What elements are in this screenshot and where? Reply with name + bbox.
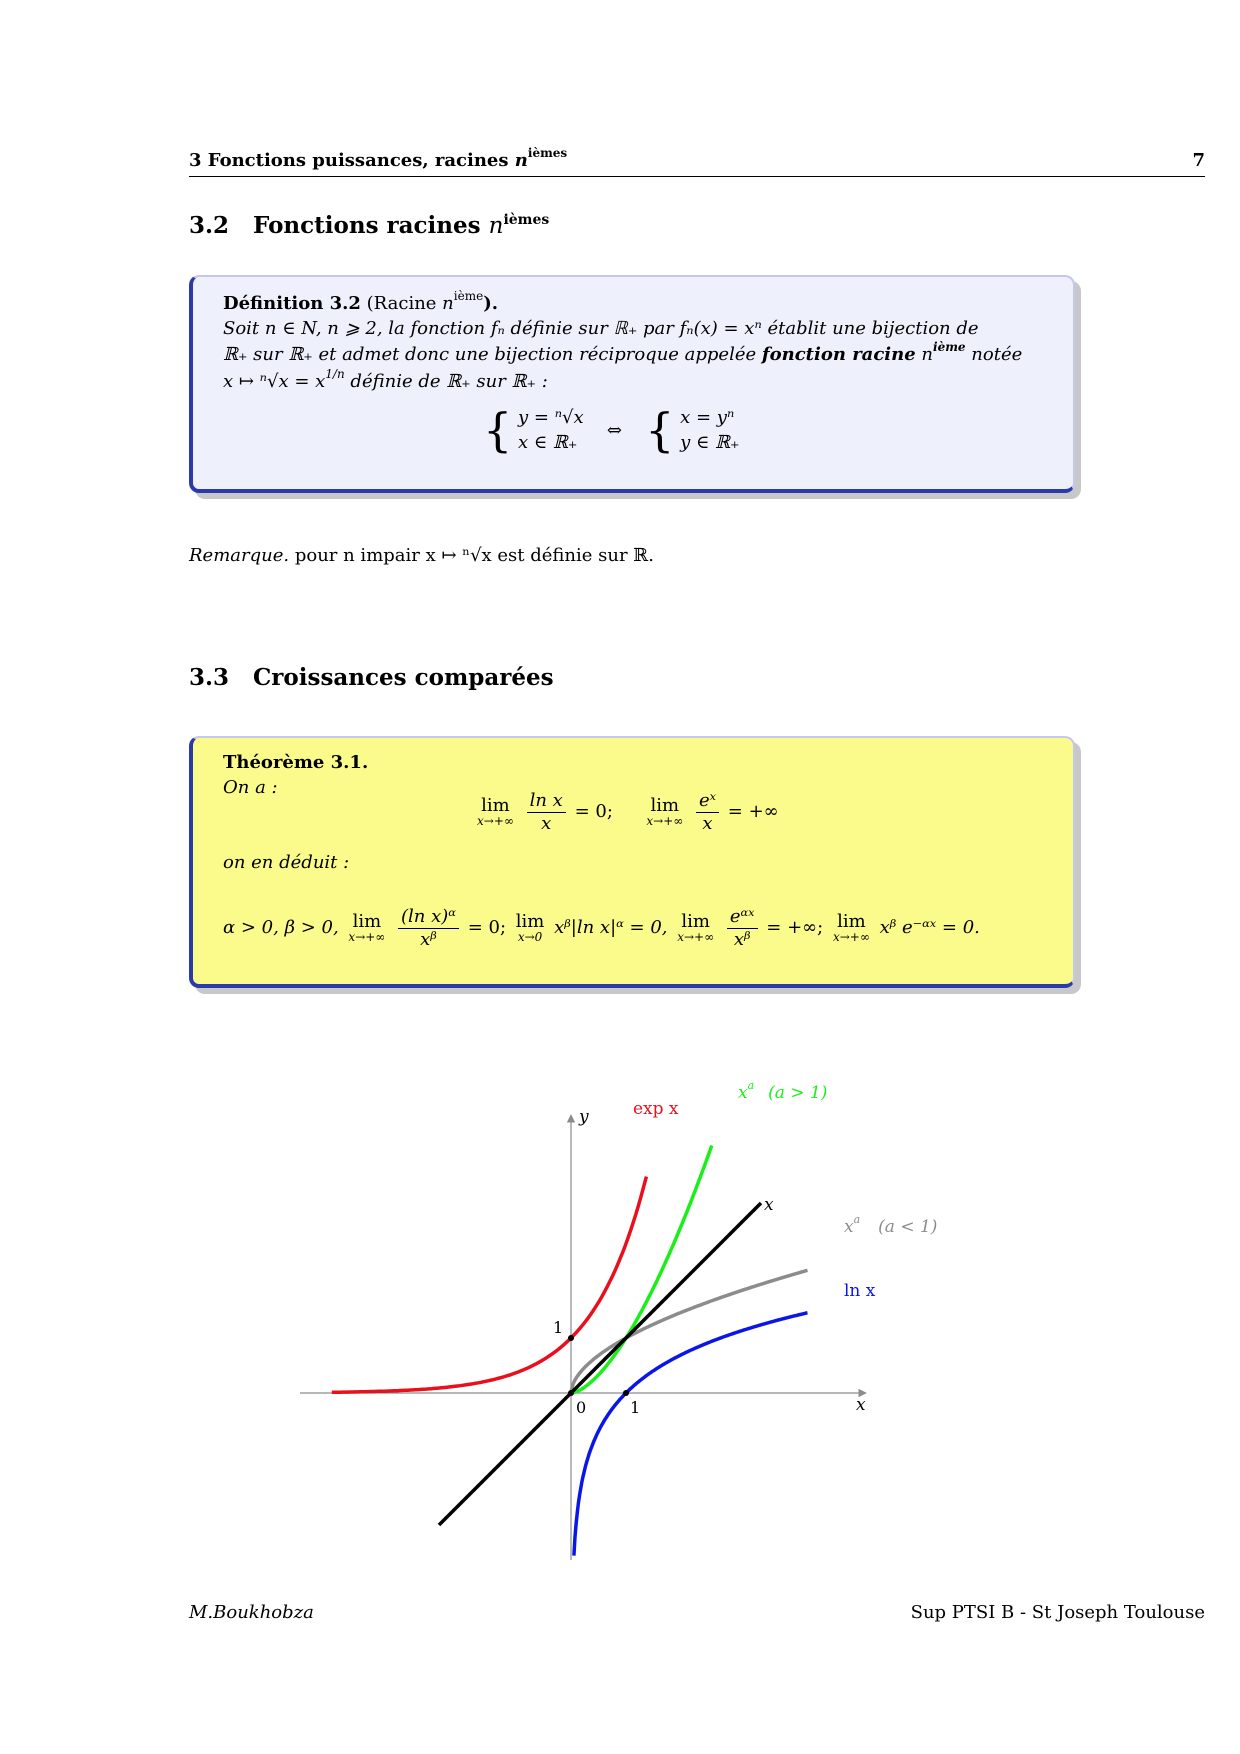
origin-label: 0 <box>576 1398 587 1417</box>
fraction-exp-alpha: $\frac{\text{eᵅˣ}}{\text{xᵝ}}$ <box>727 906 758 950</box>
section-number: 3.3 <box>189 664 230 691</box>
curve-identity <box>439 1203 761 1525</box>
definition-line-2-bold: fonction racine <box>761 344 916 365</box>
definition-paren-open: (Racine <box>366 293 443 314</box>
point-ln-at-1 <box>623 1390 629 1396</box>
label-exp: exp x <box>633 1099 679 1119</box>
deduced-4-expr: xᵝ e⁻ᵅˣ = 0. <box>879 917 980 939</box>
deduced-1-rhs: = 0; <box>467 917 507 939</box>
tick-label-x-1: 1 <box>630 1398 641 1417</box>
limit-operator: lim x→+∞ <box>646 794 684 829</box>
point-exp-at-0 <box>568 1335 574 1341</box>
theorem-on-a: On a : <box>223 777 278 798</box>
right-brace: { <box>645 403 675 458</box>
limit-operator: lim x→+∞ <box>477 794 514 829</box>
label-power-a-gt-1: $x^a$ (a > 1) <box>738 1079 828 1103</box>
left-system-line-1: y = ⁿ√x <box>518 407 584 428</box>
section-title-var: n <box>488 213 504 239</box>
running-title: 3 Fonctions puissances, racines <box>189 150 509 171</box>
deduced-3-rhs: = +∞; <box>766 917 824 939</box>
section-title: Fonctions racines <box>253 212 481 239</box>
limit-operator: lim x→+∞ <box>677 910 715 945</box>
definition-line-3-exp: 1/n <box>325 367 345 381</box>
point-origin <box>568 1390 574 1396</box>
left-brace: { <box>483 403 513 458</box>
curve-power-a-gt-1 <box>571 1146 712 1394</box>
deduced-2-expr: xᵝ|ln x|ᵅ = 0, <box>554 917 668 939</box>
fraction-ln-alpha: $\frac{\text{(ln x)ᵅ}}{\text{xᵝ}}$ <box>398 906 459 950</box>
theorem-deduit: on en déduit : <box>223 852 350 873</box>
label-power-a-lt-1: $x^a$ (a < 1) <box>844 1213 938 1237</box>
y-axis-label: y <box>579 1107 589 1127</box>
running-title-sup: ièmes <box>527 146 568 160</box>
fraction-exp-over-x: $\frac{\text{eˣ}}{x}$ <box>696 790 719 834</box>
theorem-condition: α > 0, β > 0, <box>223 917 339 939</box>
definition-paren-close: ). <box>483 293 498 314</box>
definition-line-2-var: n <box>921 344 934 365</box>
tick-label-y-1: 1 <box>553 1318 564 1337</box>
curve-exp <box>332 1177 647 1393</box>
definition-paren-sup: ième <box>453 289 484 303</box>
running-title-var: n <box>514 150 528 171</box>
theorem-label: Théorème 3.1. <box>223 752 369 773</box>
remark-label: Remarque. <box>189 545 290 566</box>
section-title: Croissances comparées <box>253 664 554 691</box>
section-number: 3.2 <box>189 212 230 239</box>
limit-operator: lim x→0 <box>515 910 545 945</box>
definition-line-1: Soit n ∈ N, n ⩾ 2, la fonction fₙ définie sur ℝ₊ par fₙ(x) = xⁿ établit une bijection de <box>223 318 979 339</box>
footer-author: M.Boukhobza <box>189 1602 314 1623</box>
right-system-line-1: x = yⁿ <box>680 407 735 428</box>
page-number: 7 <box>1192 150 1205 171</box>
definition-line-3-end: définie de ℝ₊ sur ℝ₊ : <box>350 371 548 392</box>
definition-label: Définition 3.2 <box>223 293 361 314</box>
equivalence-symbol: ⇔ <box>606 419 622 441</box>
definition-paren-var: n <box>442 293 454 314</box>
definition-line-2-sup: ième <box>933 340 966 354</box>
label-ln: ln x <box>844 1281 876 1301</box>
section-title-sup: ièmes <box>503 212 550 228</box>
footer-school: Sup PTSI B - St Joseph Toulouse <box>910 1602 1205 1623</box>
second-limit-rhs: = +∞ <box>727 801 779 823</box>
first-limit-rhs: = 0; <box>574 801 613 823</box>
definition-line-3-math: x ↦ ⁿ√x = x <box>223 371 326 392</box>
remark-text: pour n impair x ↦ ⁿ√x est définie sur ℝ. <box>294 545 654 566</box>
limit-operator: lim x→+∞ <box>832 910 870 945</box>
left-system-line-2: x ∈ ℝ₊ <box>518 432 578 454</box>
x-axis-label: x <box>856 1395 866 1415</box>
fraction-ln-over-x: $\frac{\text{ln x}}{x}$ <box>527 790 566 834</box>
definition-line-2-start: ℝ₊ sur ℝ₊ et admet donc une bijection réciproque appelée <box>223 344 757 365</box>
definition-line-2-end: notée <box>971 344 1023 365</box>
label-identity: x <box>764 1195 774 1215</box>
limit-operator: lim x→+∞ <box>348 910 386 945</box>
right-system-line-2: y ∈ ℝ₊ <box>680 432 740 454</box>
